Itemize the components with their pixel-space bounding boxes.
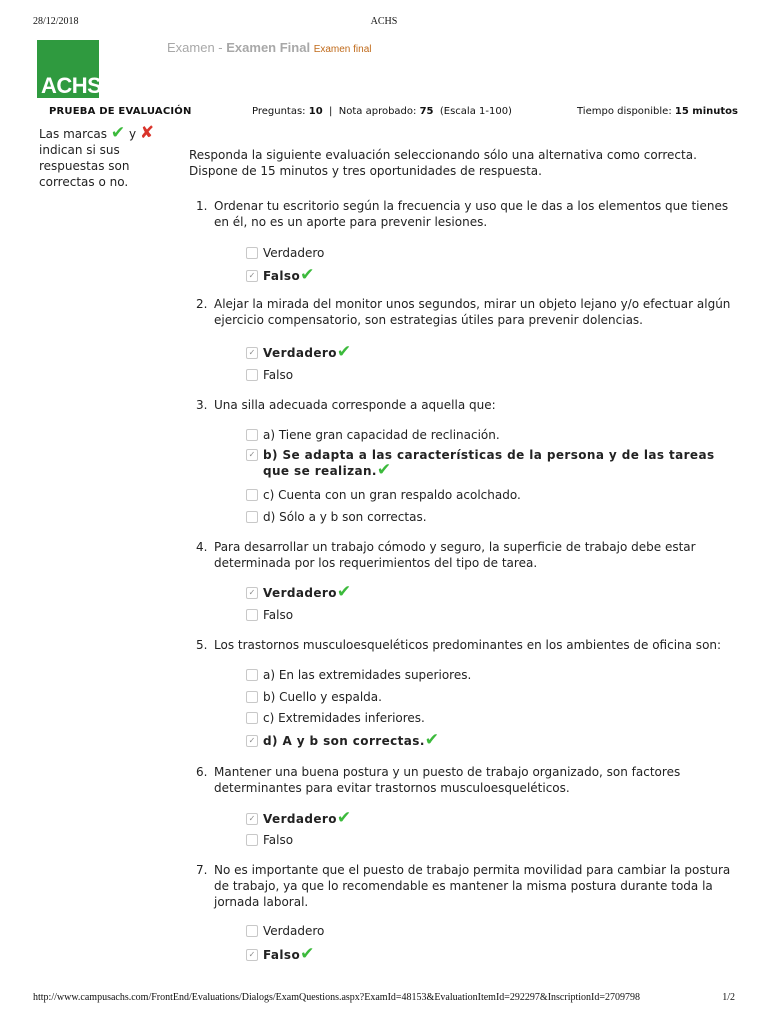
legend-text-3: indican si sus respuestas son correctas o no. [39, 143, 130, 189]
answer-checkbox[interactable] [246, 511, 258, 523]
answer-label: Verdadero [263, 246, 325, 260]
answer-label: d) Sólo a y b son correctas. [263, 510, 427, 524]
questions-label: Preguntas: [252, 106, 306, 117]
answer-label: b) Cuello y espalda. [263, 690, 382, 704]
legend-text-2: y [128, 127, 137, 141]
check-icon: ✔ [300, 944, 315, 964]
answer-checkbox[interactable] [246, 691, 258, 703]
check-icon: ✔ [424, 730, 440, 750]
print-footer [0, 992, 768, 1006]
answer-label: Verdadero✔ [263, 342, 352, 362]
answer-label: a) En las extremidades superiores. [263, 668, 472, 682]
question-number: 5. [196, 638, 208, 652]
logo-text: ACHS [41, 73, 102, 98]
check-icon: ✔ [110, 123, 126, 143]
answer-label: Verdadero [263, 924, 325, 938]
cross-icon: ✘ [139, 123, 155, 143]
instructions-line-2: Dispone de 15 minutos y tres oportunidades de respuesta. [189, 164, 542, 178]
answer-label: Falso [263, 833, 294, 847]
question-number: 7. [196, 863, 208, 877]
answer-checkbox[interactable] [246, 489, 258, 501]
answer-checkbox[interactable] [246, 925, 258, 937]
question-number: 1. [196, 199, 208, 213]
exam-info-bar [0, 106, 768, 120]
question-text: No es importante que el puesto de trabajo permita movilidad para cambiar la postura de trabajo, ya que lo recomendable es mantener la misma postura durante toda la jornada laboral. [214, 863, 731, 909]
legend [39, 125, 164, 190]
answer-checkbox[interactable] [246, 712, 258, 724]
answer-checkbox[interactable]: ✓ [246, 735, 258, 747]
answer-label: a) Tiene gran capacidad de reclinación. [263, 428, 500, 442]
answer-checkbox[interactable]: ✓ [246, 347, 258, 359]
question-text: Alejar la mirada del monitor unos segundos, mirar un objeto lejano y/o efectuar algún ejercicio compensatorio, son estrategias útiles para prevenir dolencias. [214, 297, 731, 327]
answer-checkbox[interactable] [246, 609, 258, 621]
answer-checkbox[interactable]: ✓ [246, 270, 258, 282]
answer-label: Falso [263, 608, 294, 622]
answer-checkbox[interactable]: ✓ [246, 587, 258, 599]
question-number: 6. [196, 765, 208, 779]
print-date: 28/12/2018 [33, 16, 79, 27]
answer-checkbox[interactable] [246, 247, 258, 259]
question-text: Ordenar tu escritorio según la frecuencia y uso que le das a los elementos que tienes en él, no es un aporte para prevenir lesiones. [214, 199, 729, 229]
answer-label: Falso✔ [263, 944, 315, 964]
check-icon: ✔ [336, 342, 352, 362]
answer-label: d) A y b son correctas.✔ [263, 730, 440, 750]
answer-checkbox[interactable]: ✓ [246, 449, 258, 461]
evaluation-label: PRUEBA DE EVALUACIÓN [49, 106, 192, 117]
answer-checkbox[interactable] [246, 669, 258, 681]
check-icon: ✔ [336, 808, 352, 828]
grade-label: Nota aprobado: [338, 106, 417, 117]
questions-value: 10 [308, 106, 323, 117]
legend-text-1: Las marcas [39, 127, 108, 141]
instructions [189, 147, 734, 179]
time-available [577, 106, 738, 117]
exam-title-main: Examen Final [226, 40, 311, 55]
grade-scale: (Escala 1-100) [439, 106, 512, 117]
exam-title-prefix: Examen - [167, 40, 227, 55]
time-value: 15 minutos [674, 106, 738, 117]
print-site-title: ACHS [370, 16, 398, 27]
answer-label: c) Cuenta con un gran respaldo acolchado. [263, 488, 521, 502]
answer-label: Verdadero✔ [263, 808, 352, 828]
answer-label: Falso✔ [263, 265, 315, 285]
check-icon: ✔ [376, 460, 392, 480]
answer-checkbox[interactable] [246, 834, 258, 846]
time-label: Tiempo disponible: [577, 106, 672, 117]
exam-title [167, 40, 372, 55]
answer-checkbox[interactable] [246, 369, 258, 381]
question-text: Una silla adecuada corresponde a aquella que: [214, 398, 496, 412]
answer-checkbox[interactable]: ✓ [246, 813, 258, 825]
question-number: 2. [196, 297, 208, 311]
print-page-number: 1/2 [722, 992, 735, 1003]
check-icon: ✔ [336, 582, 352, 602]
answer-label: Verdadero✔ [263, 582, 352, 602]
question-number: 4. [196, 540, 208, 554]
answer-label: c) Extremidades inferiores. [263, 711, 425, 725]
instructions-line-1: Responda la siguiente evaluación seleccionando sólo una alternativa como correcta. [189, 148, 697, 162]
question-text: Mantener una buena postura y un puesto de trabajo organizado, son factores determinantes para evitar trastornos musculoesqueléticos. [214, 765, 681, 795]
print-header [0, 16, 768, 30]
check-icon: ✔ [300, 265, 315, 285]
question-text: Los trastornos musculoesqueléticos predominantes en los ambientes de oficina son: [214, 638, 722, 652]
exam-stats: Preguntas: 10 | Nota aprobado: 75 (Escala 1-100) [252, 106, 512, 117]
question-number: 3. [196, 398, 208, 412]
answer-label: Falso [263, 368, 294, 382]
answer-checkbox[interactable]: ✓ [246, 949, 258, 961]
answer-checkbox[interactable] [246, 429, 258, 441]
print-url: http://www.campusachs.com/FrontEnd/Evaluations/Dialogs/ExamQuestions.aspx?ExamId=48153&EvaluationItemId=292297&InscriptionId=2709798 [33, 992, 641, 1003]
answer-label: b) Se adapta a las características de la persona y de las tareas que se realizan.✔ [263, 448, 715, 480]
exam-title-sub: Examen final [313, 44, 372, 55]
achs-logo [37, 40, 102, 98]
question-text: Para desarrollar un trabajo cómodo y seguro, la superficie de trabajo debe estar determinada por los requerimientos del tipo de tarea. [214, 540, 696, 570]
grade-value: 75 [419, 106, 434, 117]
